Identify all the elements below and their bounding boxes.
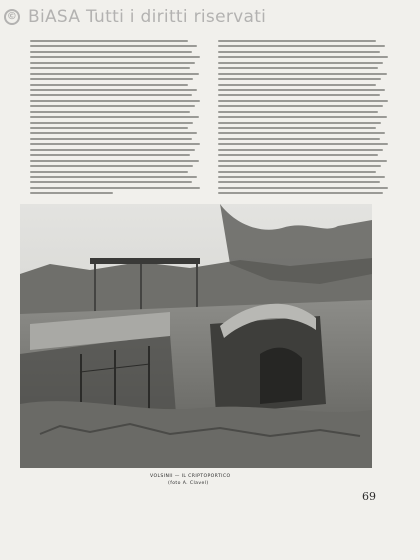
- text-line-placeholder: [30, 51, 192, 53]
- text-line-placeholder: [30, 89, 197, 91]
- text-line-placeholder: [30, 165, 193, 167]
- text-line-placeholder: [218, 73, 387, 75]
- text-line-placeholder: [218, 165, 381, 167]
- text-line-placeholder: [218, 149, 383, 151]
- text-line-placeholder: [218, 127, 376, 129]
- text-line-placeholder: [218, 138, 380, 140]
- text-line-placeholder: [30, 67, 190, 69]
- photo-caption: [150, 473, 350, 487]
- text-line-placeholder: [218, 89, 385, 91]
- text-line-placeholder: [30, 40, 188, 42]
- text-line-placeholder: [30, 122, 193, 124]
- text-line-placeholder: [30, 149, 195, 151]
- text-line-placeholder: [218, 94, 380, 96]
- text-line-placeholder: [218, 67, 378, 69]
- fence-post: [148, 346, 150, 410]
- text-line-placeholder: [218, 192, 383, 194]
- watermark-text: BiASA Tutti i diritti riservati: [28, 7, 267, 27]
- text-line-placeholder: [218, 62, 383, 64]
- text-line-placeholder: [30, 111, 190, 113]
- text-line-placeholder: [30, 181, 192, 183]
- text-line-placeholder: [30, 154, 190, 156]
- caption-credit: (foto A. Clavel): [168, 481, 209, 486]
- text-line-placeholder: [218, 160, 387, 162]
- shelter-roof: [90, 258, 200, 264]
- text-line-placeholder: [30, 94, 192, 96]
- text-line-placeholder: [218, 45, 385, 47]
- text-line-placeholder: [30, 116, 199, 118]
- text-line-placeholder: [30, 171, 188, 173]
- text-line-placeholder: [30, 78, 193, 80]
- crypt-entrance: [260, 348, 302, 404]
- text-line-placeholder: [30, 192, 113, 194]
- text-line-placeholder: [30, 138, 192, 140]
- text-line-placeholder: [30, 62, 195, 64]
- text-line-placeholder: [218, 171, 376, 173]
- fence-post: [114, 350, 116, 412]
- text-line-placeholder: [218, 176, 385, 178]
- archaeological-site-photo: [20, 204, 372, 468]
- text-line-placeholder: [218, 111, 378, 113]
- text-line-placeholder: [30, 84, 188, 86]
- text-line-placeholder: [218, 56, 388, 58]
- text-line-placeholder: [30, 132, 197, 134]
- text-line-placeholder: [30, 73, 199, 75]
- text-line-placeholder: [218, 105, 383, 107]
- text-line-placeholder: [30, 127, 188, 129]
- text-line-placeholder: [218, 100, 388, 102]
- text-line-placeholder: [218, 154, 378, 156]
- body-text-right-column: [218, 40, 390, 198]
- shelter-post: [140, 264, 142, 314]
- text-line-placeholder: [218, 132, 385, 134]
- page-number: 69: [362, 490, 376, 503]
- caption-text: VOLSINII — IL CRIPTOPORTICO: [150, 474, 231, 479]
- text-line-placeholder: [30, 187, 200, 189]
- text-line-placeholder: [218, 122, 381, 124]
- text-line-placeholder: [30, 176, 197, 178]
- copyright-icon: ©: [4, 9, 20, 25]
- text-line-placeholder: [30, 105, 195, 107]
- text-line-placeholder: [218, 187, 388, 189]
- watermark: [4, 4, 416, 30]
- text-line-placeholder: [218, 78, 381, 80]
- text-line-placeholder: [218, 40, 376, 42]
- body-text-left-column: [30, 40, 202, 198]
- text-line-placeholder: [30, 56, 200, 58]
- text-line-placeholder: [30, 100, 200, 102]
- photo-scene: [20, 204, 372, 468]
- text-line-placeholder: [30, 45, 197, 47]
- text-line-placeholder: [30, 160, 199, 162]
- text-line-placeholder: [218, 84, 376, 86]
- text-line-placeholder: [30, 143, 200, 145]
- text-line-placeholder: [218, 181, 380, 183]
- text-line-placeholder: [218, 51, 380, 53]
- text-line-placeholder: [218, 143, 388, 145]
- text-line-placeholder: [218, 116, 387, 118]
